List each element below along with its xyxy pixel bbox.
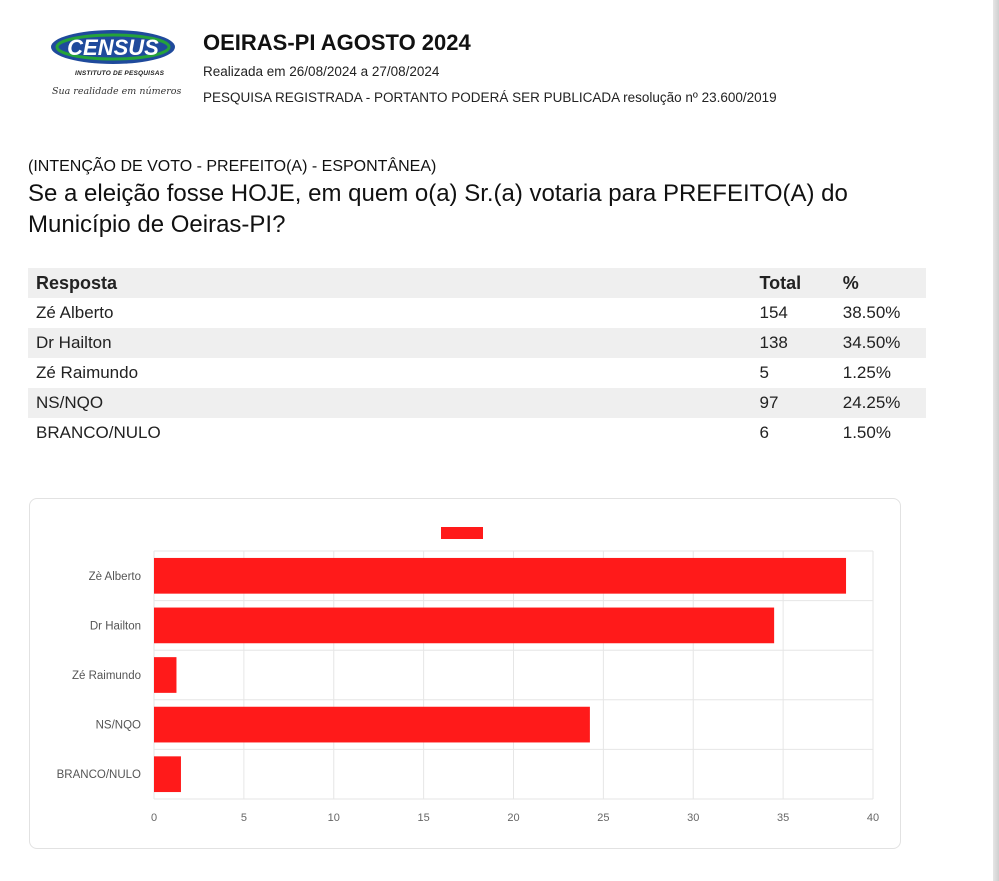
table-row: [28, 298, 926, 328]
cell-total: 5: [759, 363, 769, 382]
header-percent: %: [842, 272, 859, 293]
cell-percent: 24.25%: [842, 393, 901, 412]
header-total: Total: [759, 272, 802, 293]
bar: [154, 657, 176, 693]
cell-percent: 1.50%: [842, 423, 891, 442]
cell-total: 6: [759, 423, 769, 442]
table-row: [28, 328, 926, 358]
logo-subtitle: INSTITUTO DE PESQUISAS: [75, 70, 165, 77]
cell-total: 154: [759, 303, 788, 322]
y-tick-label: Zè Alberto: [88, 570, 141, 583]
question-text: Se a eleição fosse HOJE, em quem o(a) Sr.(a) votaria para PREFEITO(A) do Município de Oeiras-PI?: [28, 180, 848, 238]
cell-resposta: Zé Raimundo: [36, 363, 139, 382]
cell-total: 97: [759, 393, 779, 412]
y-tick-label: NS/NQO: [95, 719, 141, 732]
x-tick-label: 40: [866, 812, 880, 824]
chart-container: [29, 498, 901, 849]
x-tick-label: 20: [507, 812, 520, 824]
x-tick-label: 35: [777, 812, 790, 824]
registration-note: PESQUISA REGISTRADA - PORTANTO PODERÁ SER PUBLICADA resolução nº 23.600/2019: [203, 90, 777, 105]
cell-resposta: Dr Hailton: [36, 333, 112, 352]
cell-percent: 34.50%: [842, 333, 901, 352]
y-tick-label: Dr Hailton: [89, 620, 141, 633]
table-row: [28, 418, 926, 448]
cell-percent: 38.50%: [842, 303, 901, 322]
question-category: (INTENÇÃO DE VOTO - PREFEITO(A) - ESPONTÂNEA): [28, 158, 437, 175]
cell-percent: 1.25%: [842, 363, 891, 382]
bar: [154, 608, 774, 644]
y-tick-label: BRANCO/NULO: [56, 769, 141, 782]
x-tick-label: 30: [687, 812, 700, 824]
report-title: OEIRAS-PI AGOSTO 2024: [203, 30, 471, 55]
legend-swatch: [441, 527, 483, 539]
header-resposta: Resposta: [36, 272, 118, 293]
table-row: [28, 358, 926, 388]
page-edge: [993, 0, 999, 881]
cell-resposta: Zé Alberto: [36, 303, 114, 322]
table-header-row: [28, 268, 926, 298]
results-table: [28, 268, 926, 448]
y-tick-label: Zé Raimundo: [71, 670, 141, 682]
table-row: [28, 388, 926, 418]
x-tick-label: 5: [240, 812, 247, 824]
x-tick-label: 10: [327, 812, 340, 824]
cell-total: 138: [759, 333, 788, 352]
x-tick-label: 25: [597, 812, 610, 824]
bar-chart: [30, 499, 900, 848]
cell-resposta: BRANCO/NULO: [36, 423, 161, 442]
survey-dates: Realizada em 26/08/2024 a 27/08/2024: [203, 64, 440, 79]
cell-resposta: NS/NQO: [36, 393, 104, 412]
bar: [154, 756, 181, 792]
logo-text: CENSUS: [67, 35, 159, 60]
bar: [154, 707, 590, 743]
x-tick-label: 15: [417, 812, 430, 824]
logo-tagline: Sua realidade em números: [52, 86, 182, 97]
bar: [154, 558, 846, 594]
x-tick-label: 0: [150, 812, 158, 824]
